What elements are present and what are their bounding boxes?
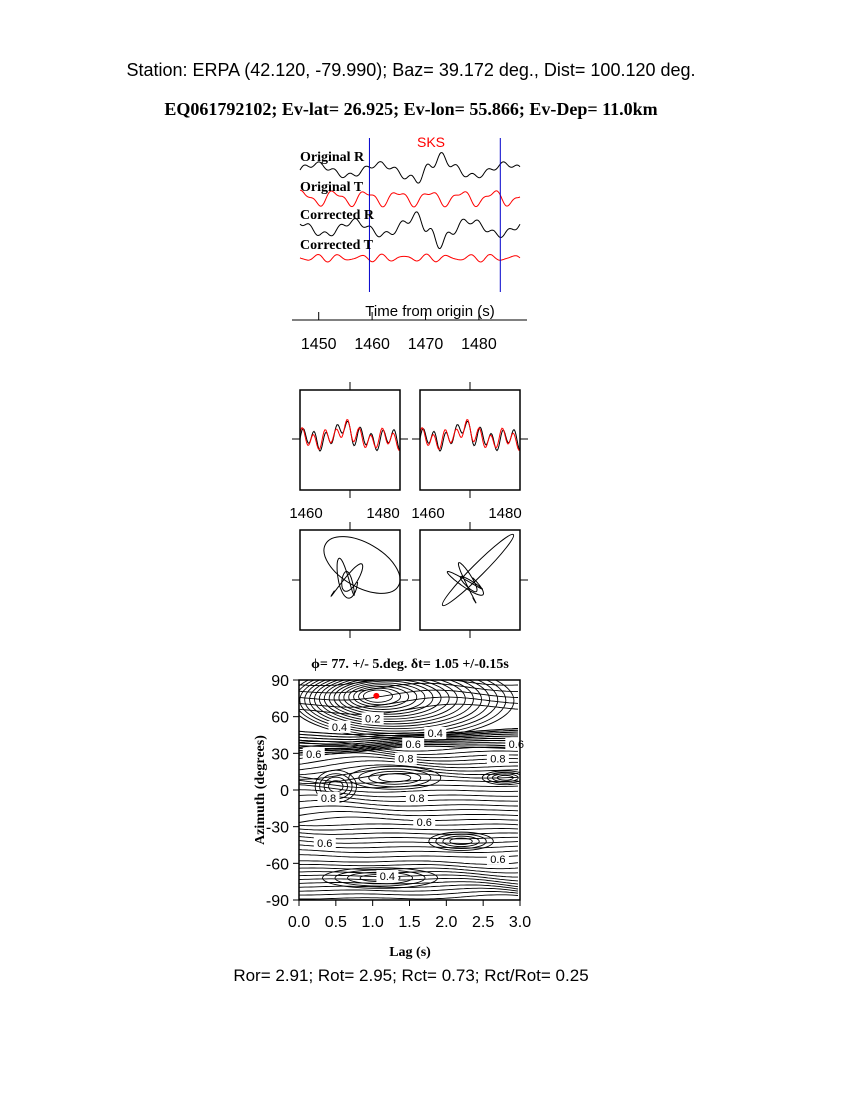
contour-label: 0.8 xyxy=(320,792,337,805)
azimuth-tick-label: -90 xyxy=(265,893,289,910)
azimuth-tick-label: 90 xyxy=(271,673,289,690)
contour-chart-title: ϕ= 77. +/- 5.deg. δt= 1.05 +/-0.15s xyxy=(311,657,509,672)
particle-motion-left-frame xyxy=(300,530,400,630)
contour-line xyxy=(295,665,506,736)
lag-tick-label: 1.5 xyxy=(398,914,421,931)
waveform-right-tick-start: 1460 xyxy=(411,505,445,522)
azimuth-tick-label: -30 xyxy=(265,819,289,837)
contour-line xyxy=(310,670,482,728)
particle-motion-right xyxy=(412,522,528,638)
event-info-line: EQ061792102; Ev-lat= 26.925; Ev-lon= 55.866; Ev-Dep= 11.0km xyxy=(164,99,658,119)
contour-label: 0.6 xyxy=(405,739,421,751)
trace-label-original-t: Original T xyxy=(300,180,364,195)
waveform-left-tick-start: 1460 xyxy=(289,505,323,522)
rotation-stats-line: Ror= 2.91; Rot= 2.95; Rct= 0.73; Rct/Rot= 0.25 xyxy=(233,966,589,985)
waveform-panel-left xyxy=(289,382,408,522)
contour-label: 0.4 xyxy=(331,721,348,734)
energy-contour-chart xyxy=(253,657,531,960)
contour-label: 0.2 xyxy=(365,713,381,726)
lag-tick-label: 0.0 xyxy=(287,914,311,931)
azimuth-tick-label: 30 xyxy=(271,746,289,764)
contour-label: 0.8 xyxy=(490,753,506,766)
time-tick-label: 1470 xyxy=(407,336,444,353)
time-tick-label: 1480 xyxy=(461,336,497,353)
contour-line xyxy=(290,663,514,738)
trace-curve-3 xyxy=(300,254,520,262)
seismogram-traces-panel xyxy=(292,134,527,353)
azimuth-tick-label: -60 xyxy=(265,856,289,874)
particle-motion-left xyxy=(292,522,409,638)
lag-tick-label: 2.5 xyxy=(472,914,495,931)
particle-motion-curve xyxy=(331,558,363,598)
contour-x-axis-label: Lag (s) xyxy=(389,945,431,960)
lag-tick-label: 0.5 xyxy=(324,914,347,931)
trace-label-original-r: Original R xyxy=(300,150,365,165)
contour-loop xyxy=(379,774,411,782)
waveform-panel-left-frame xyxy=(300,390,400,490)
contour-label: 0.6 xyxy=(306,748,322,761)
time-tick-label: 1450 xyxy=(300,336,337,353)
contour-label: 0.4 xyxy=(427,728,443,740)
station-info-line: Station: ERPA (42.120, -79.990); Baz= 39.172 deg., Dist= 100.120 deg. xyxy=(126,60,696,80)
waveform-left-tick-end: 1480 xyxy=(366,505,400,522)
time-tick-label: 1460 xyxy=(354,336,390,353)
lag-tick-label: 1.0 xyxy=(361,914,384,931)
contour-label: 0.8 xyxy=(409,792,425,805)
waveform-curve xyxy=(300,420,400,451)
trace-label-corrected-r: Corrected R xyxy=(300,208,374,223)
waveform-panel-right-frame xyxy=(420,390,520,490)
particle-motion-curve xyxy=(447,563,483,604)
phase-label-sks: SKS xyxy=(416,134,446,150)
contour-y-axis-label: Azimuth (degrees) xyxy=(253,735,268,845)
contour-label: 0.8 xyxy=(398,753,414,766)
azimuth-tick-label: 0 xyxy=(280,783,289,800)
contour-label: 0.6 xyxy=(508,739,524,751)
contour-label: 0.4 xyxy=(379,871,396,883)
contour-label: 0.6 xyxy=(317,838,333,850)
best-fit-point xyxy=(373,693,379,699)
contour-label: 0.6 xyxy=(416,817,432,830)
lag-tick-label: 2.0 xyxy=(435,914,458,931)
waveform-panel-right xyxy=(411,382,528,522)
trace-label-corrected-t: Corrected T xyxy=(300,238,373,253)
azimuth-tick-label: 60 xyxy=(271,709,289,727)
waveform-right-tick-end: 1480 xyxy=(488,505,522,522)
time-axis-label: Time from origin (s) xyxy=(365,303,495,320)
contour-label: 0.6 xyxy=(490,853,506,866)
waveform-curve xyxy=(420,420,520,451)
lag-tick-label: 3.0 xyxy=(508,914,532,931)
particle-motion-ellipse xyxy=(438,530,517,609)
